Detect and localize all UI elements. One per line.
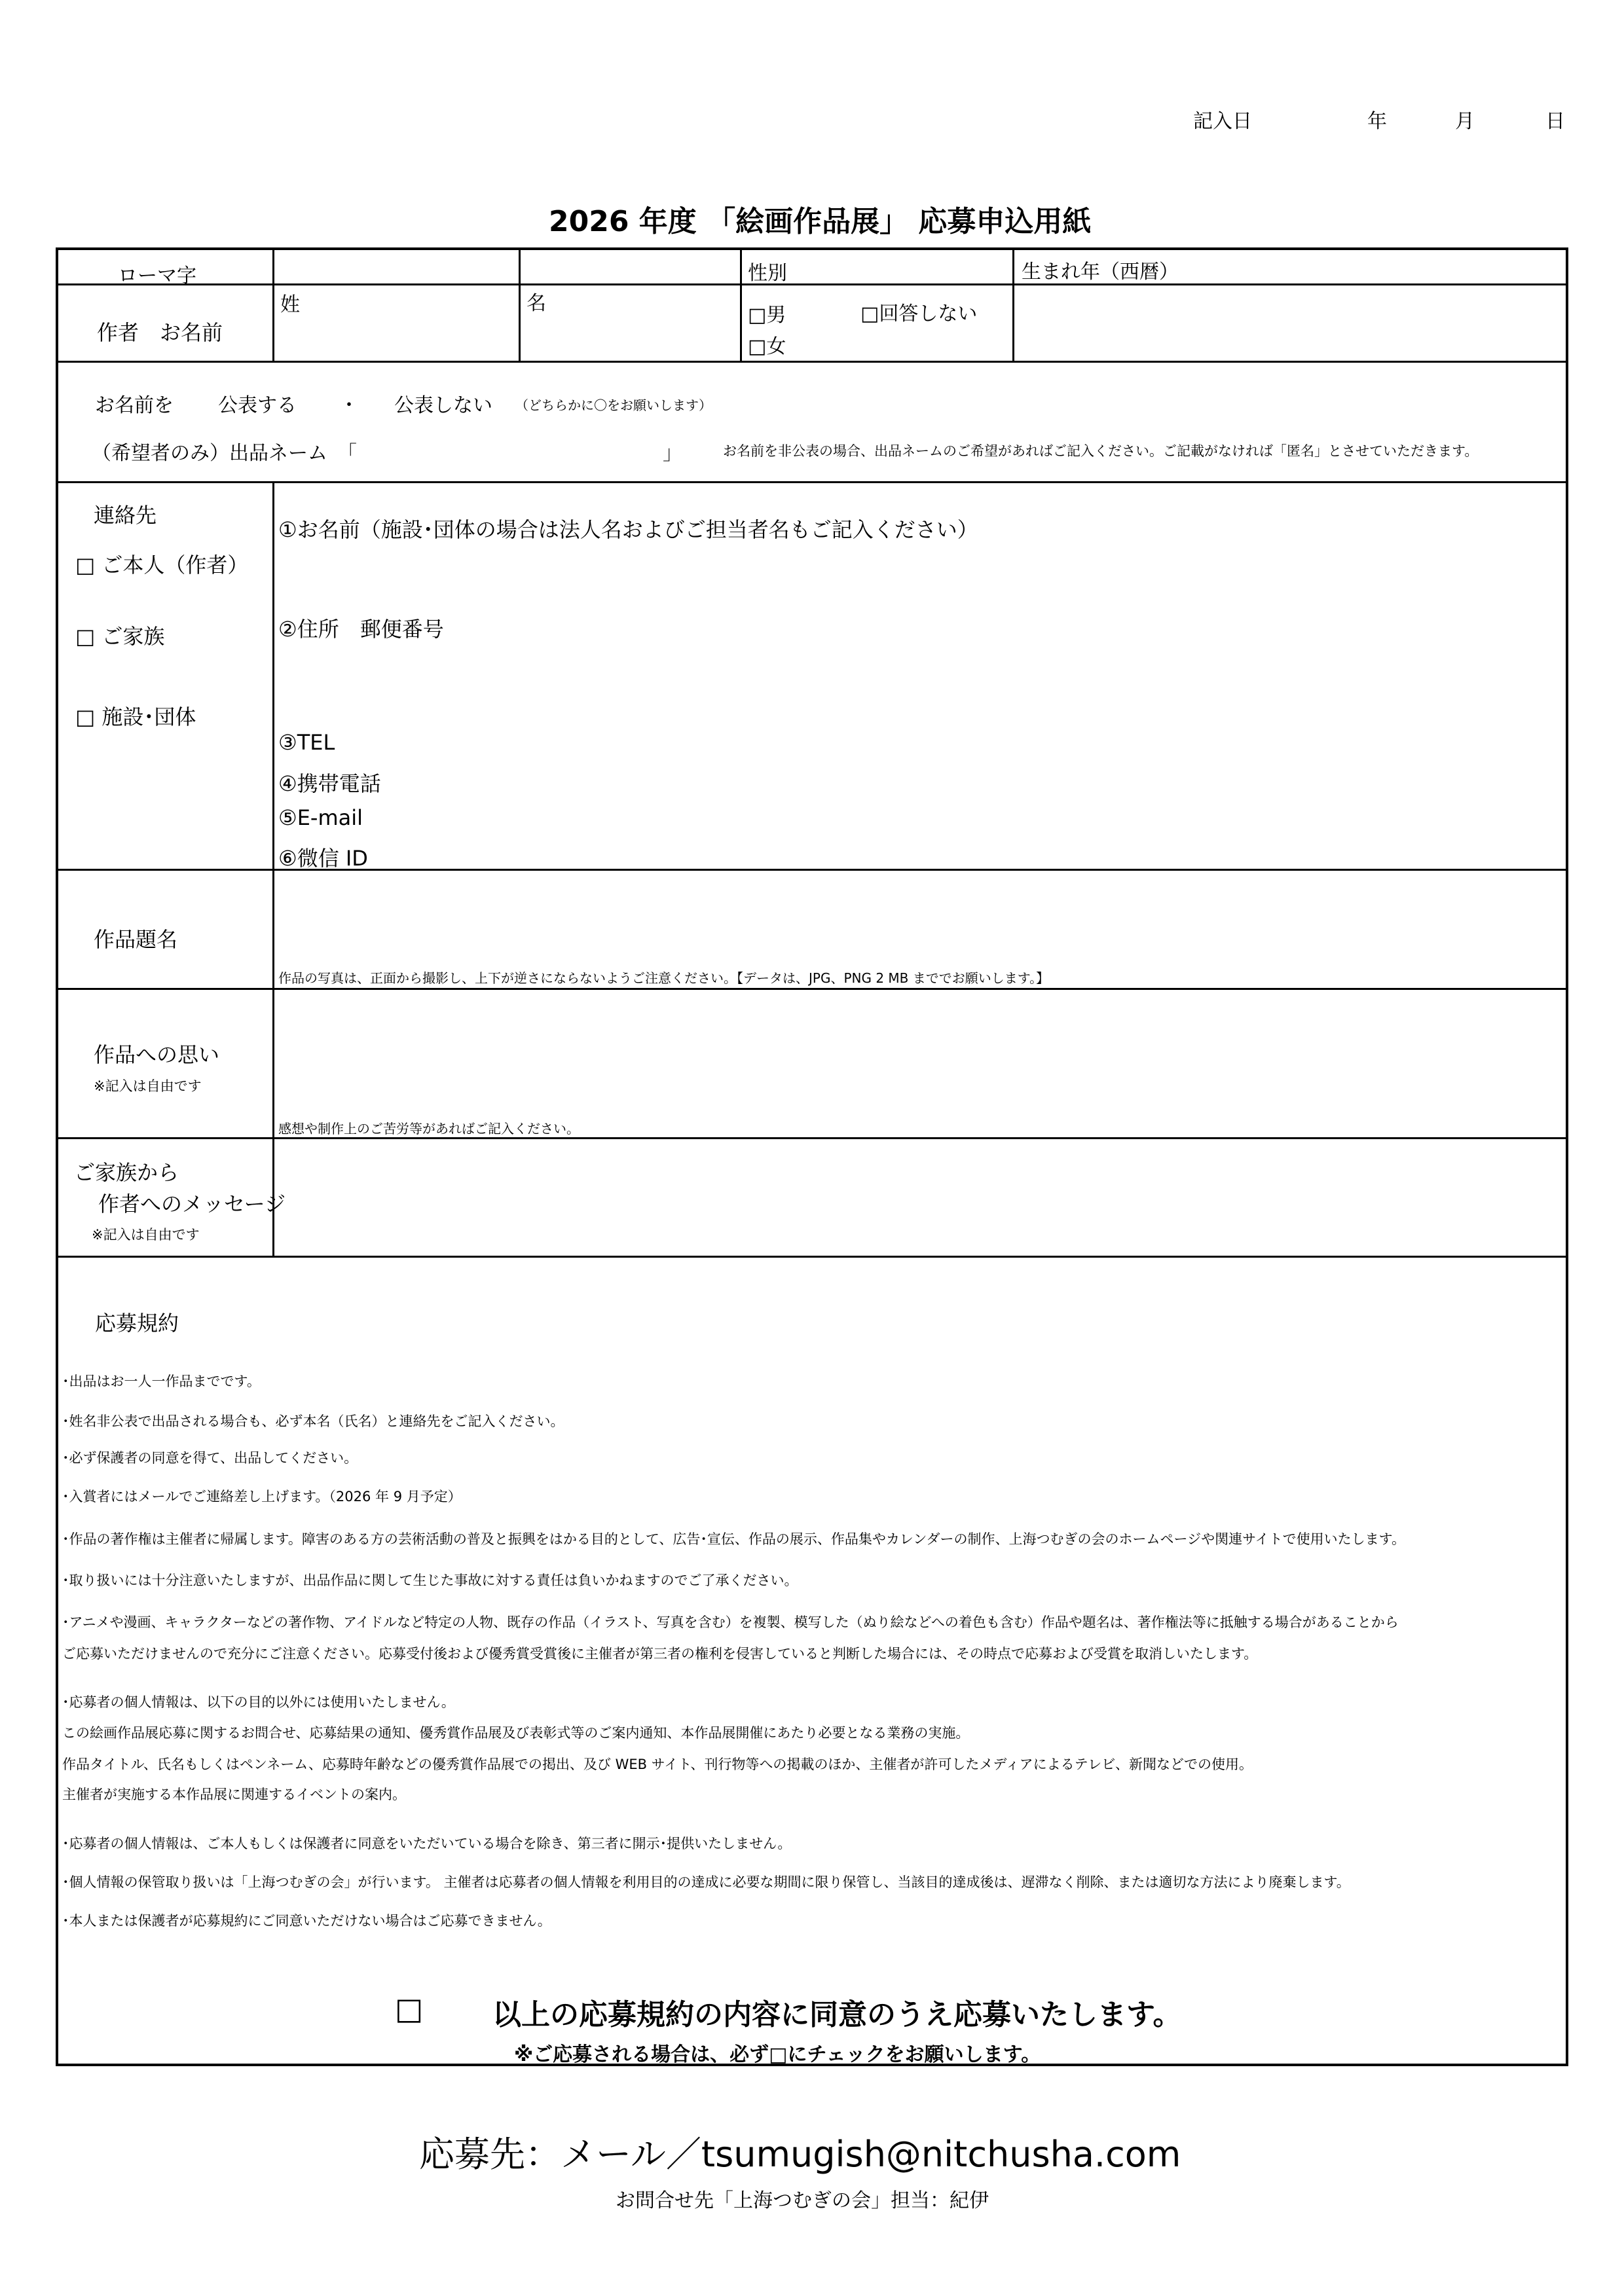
rule-item: ･応募者の個人情報は、以下の目的以外には使用いたしません。 [62,1694,455,1710]
month-label: 月 [1455,110,1475,133]
page-title: 2026 年度 「絵画作品展」 応募申込用紙 [549,205,1092,238]
circle-note: （どちらかに〇をお願いします） [515,397,712,413]
rule-item: ･出品はお一人一作品までです。 [62,1374,261,1389]
divider [57,283,1567,285]
given-name-label: 名 [526,292,546,315]
gender-option-female[interactable]: □女 [748,335,786,358]
rule-item: ･入賞者にはメールでご連絡差し上げます。（2026 年 9 月予定） [62,1489,462,1504]
contact-option-self[interactable]: □ ご本人（作者） [75,553,249,577]
divider [57,481,1567,483]
rule-item: 主催者が実施する本作品展に関連するイベントの案内。 [62,1787,406,1802]
rule-item: ･個人情報の保管取り扱いは「上海つむぎの会」が行います。 主催者は応募者の個人情報を利用目的の達成に必要な期間に限り保管し、当該目的達成後は、遅滞なく削除、または適切な方法により廃棄します。 [62,1874,1350,1890]
agreement-checkbox[interactable]: □ [395,1991,424,2026]
surname-label: 姓 [280,293,300,316]
date-label: 記入日 [1193,110,1252,133]
publish-option[interactable]: 公表する [218,394,297,417]
rule-item: ご応募いただけませんので充分にご注意ください。応募受付後および優秀賞受賞後に主催者が第三者の権利を侵害していると判断した場合には、その時点で応募および受賞を取消しいたします。 [62,1646,1258,1662]
rule-item: この絵画作品展応募に関するお問合せ、応募結果の通知、優秀賞作品展及び表彰式等のご案内通知、本作品展開催にあたり必要となる業務の実施。 [62,1725,970,1741]
day-label: 日 [1545,110,1565,133]
rule-item: 作品タイトル、氏名もしくはペンネーム、応募時年齢などの優秀賞作品展での掲出、及び WEB サイト、刊行物等への掲載のほか、主催者が許可したメディアによるテレビ、新聞などでの使用。 [62,1757,1253,1772]
no-publish-option[interactable]: 公表しない [394,394,492,417]
rule-item: ･本人または保護者が応募規約にご同意いただけない場合はご応募できません。 [62,1913,551,1929]
agreement-text: 以上の応募規約の内容に同意のうえ応募いたします。 [492,1998,1182,2032]
footer-inquiry: お問合せ先「上海つむぎの会」担当：紀伊 [616,2189,989,2212]
divider [272,249,274,361]
gender-option-male[interactable]: □男 [748,304,786,327]
pen-name-label: （希望者のみ）出品ネーム 「 [92,442,357,465]
rule-item: ･必ず保護者の同意を得て、出品してください。 [62,1450,358,1466]
rule-item: ･作品の著作権は主催者に帰属します。障害のある方の芸術活動の普及と振興をはかる目的として、広告･宣伝、作品の展示、作品集やカレンダーの制作、上海つむぎの会のホームページや関連サイトで使用いたします。 [62,1531,1405,1547]
divider [272,483,274,1258]
thoughts-label: 作品への思い [94,1042,220,1067]
divider [57,361,1567,363]
contact-option-facility[interactable]: □ 施設･団体 [75,704,196,729]
year-label: 年 [1367,110,1387,133]
author-name-label: 作者 お名前 [97,320,223,345]
artwork-title-label: 作品題名 [94,927,178,952]
contact-field-name: ①お名前（施設･団体の場合は法人名およびご担当者名もご記入ください） [278,517,978,542]
rule-item: ･応募者の個人情報は、ご本人もしくは保護者に同意をいただいている場合を除き、第三者に開示･提供いたしません。 [62,1836,792,1851]
birth-year-label: 生まれ年（西暦） [1022,261,1179,283]
publish-separator: ・ [339,394,359,417]
contact-field-tel: ③TEL [278,730,335,755]
divider [57,988,1567,990]
divider [519,249,521,361]
contact-label: 連絡先 [94,503,157,528]
contact-option-family[interactable]: □ ご家族 [75,624,165,649]
family-label-line2: 作者へのメッセージ [98,1192,286,1216]
rule-item: ･アニメや漫画、キャラクターなどの著作物、アイドルなど特定の人物、既存の作品（イラスト、写真を含む）を複製、模写した（ぬり絵などへの着色も含む）作品や題名は、著作権法等に抵触する場合があることから [62,1614,1399,1630]
divider [740,249,742,361]
contact-field-address: ②住所 郵便番号 [278,617,444,642]
rules-heading: 応募規約 [95,1311,179,1336]
thoughts-optional: ※記入は自由です [94,1078,202,1094]
rule-item: ･姓名非公表で出品される場合も、必ず本名（氏名）と連絡先をご記入ください。 [62,1413,564,1429]
rule-item: ･取り扱いには十分注意いたしますが、出品作品に関して生じた事故に対する責任は負いかねますのでご了承ください。 [62,1573,798,1588]
divider [57,1256,1567,1258]
contact-field-wechat: ⑥微信 ID [278,846,368,871]
divider [1012,249,1014,361]
thoughts-note: 感想や制作上のご苦労等があればご記入ください。 [278,1121,580,1137]
contact-field-mobile: ④携帯電話 [278,771,381,796]
artwork-title-note: 作品の写真は、正面から撮影し、上下が逆さにならないようご注意ください。【データは、JPG、PNG 2 MB まででお願いします。】 [278,970,1050,986]
gender-label: 性別 [748,262,787,285]
footer-destination: 応募先：メール／tsumugish@nitchusha.com [419,2134,1181,2175]
gender-option-no-answer[interactable]: □回答しない [860,302,978,325]
agreement-note: ※ご応募される場合は、必ず□にチェックをお願いします。 [514,2043,1041,2066]
romaji-label: ローマ字 [118,264,196,287]
pen-name-close: 」 [663,442,682,465]
pen-name-note: お名前を非公表の場合、出品ネームのご希望があればご記入ください。ご記載がなければ「匿名」とさせていただきます。 [723,443,1479,459]
publish-name-prefix: お名前を [95,394,174,417]
contact-field-email: ⑤E-mail [278,805,363,830]
divider [57,1137,1567,1139]
family-optional: ※記入は自由です [92,1227,200,1243]
family-label: ご家族から [74,1160,179,1185]
